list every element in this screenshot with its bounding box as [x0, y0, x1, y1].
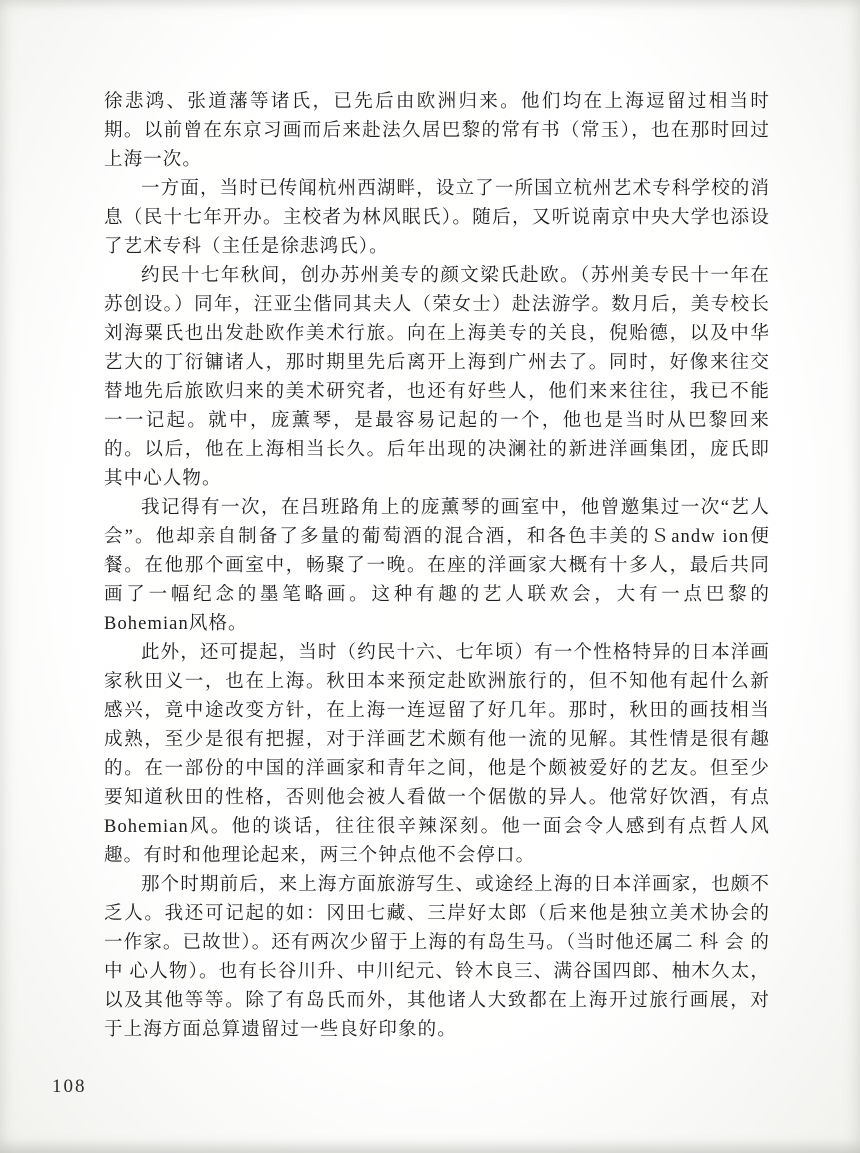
page-number: 108: [52, 1076, 87, 1097]
paragraph: 那个时期前后，来上海方面旅游写生、或途经上海的日本洋画家，也颇不乏人。我还可记起的如：冈田七藏、三岸好太郎（后来他是独立美术协会的一作家。已故世）。还有两次少留于上海的有岛生马。（当时他还属二 科 会 的 中 心人物）。也有长谷川升、中川纪元、铃木良三、满谷国四郎、柚木久太，以及其他等等。除了有岛氏而外，其他诸人大致都在上海开过旅行画展，对于上海方面总算遗留过一些良好印象的。: [104, 875, 770, 1040]
paragraph: 徐悲鸿、张道藩等诸氏，已先后由欧洲归来。他们均在上海逗留过相当时期。以前曾在东京习画而后来赴法久居巴黎的常有书（常玉），也在那时回过上海一次。: [104, 92, 770, 170]
paragraph: 此外，还可提起，当时（约民十六、七年顷）有一个性格特异的日本洋画家秋田义一，也在上海。秋田本来预定赴欧洲旅行的，但不知他有起什么新感兴，竟中途改变方针，在上海一连逗留了好几年。那时，秋田的画技相当成熟，至少是很有把握，对于洋画艺术颇有他一流的见解。其性情是很有趣的。在一部份的中国的洋画家和青年之间，他是个颇被爱好的艺友。但至少要知道秋田的性格，否则他会被人看做一个倨傲的异人。他常好饮酒，有点Bohemian风。他的谈话，往往很辛辣深刻。他一面会令人感到有点哲人风趣。有时和他理论起来，两三个钟点他不会停口。: [104, 643, 770, 866]
scan-edge-bottom: [0, 1139, 860, 1153]
paragraph: 我记得有一次，在吕班路角上的庞薰琴的画室中，他曾邀集过一次“艺人会”。他却亲自制备了多量的葡萄酒的混合酒，和各色丰美的Ｓandw ion便餐。在他那个画室中，畅聚了一晚。在座的洋画家大概有十多人，最后共同画了一幅纪念的墨笔略画。这种有趣的艺人联欢会，大有一点巴黎的Bohemian风格。: [104, 498, 770, 634]
paragraph: 约民十七年秋间，创办苏州美专的颜文梁氏赴欧。（苏州美专民十一年在苏创设。）同年，汪亚尘偕同其夫人（荣女士）赴法游学。数月后，美专校长刘海粟氏也出发赴欧作美术行旅。向在上海美专的关良，倪贻德，以及中华艺大的丁衍镛诸人，那时期里先后离开上海到广州去了。同时，好像来往交替地先后旅欧归来的美术研究者，也还有好些人，他们来来往往，我已不能一一记起。就中，庞薰琴，是最容易记起的一个，他也是当时从巴黎回来的。以后，他在上海相当长久。后年出现的决澜社的新进洋画集团，庞氏即其中心人物。: [104, 266, 770, 489]
scan-edge-top: [0, 0, 860, 10]
body-text: [104, 88, 770, 1045]
paragraph: 一方面，当时已传闻杭州西湖畔，设立了一所国立杭州艺术专科学校的消息（民十七年开办。主校者为林风眠氏）。随后，又听说南京中央大学也添设了艺术专科（主任是徐悲鸿氏）。: [104, 179, 770, 257]
